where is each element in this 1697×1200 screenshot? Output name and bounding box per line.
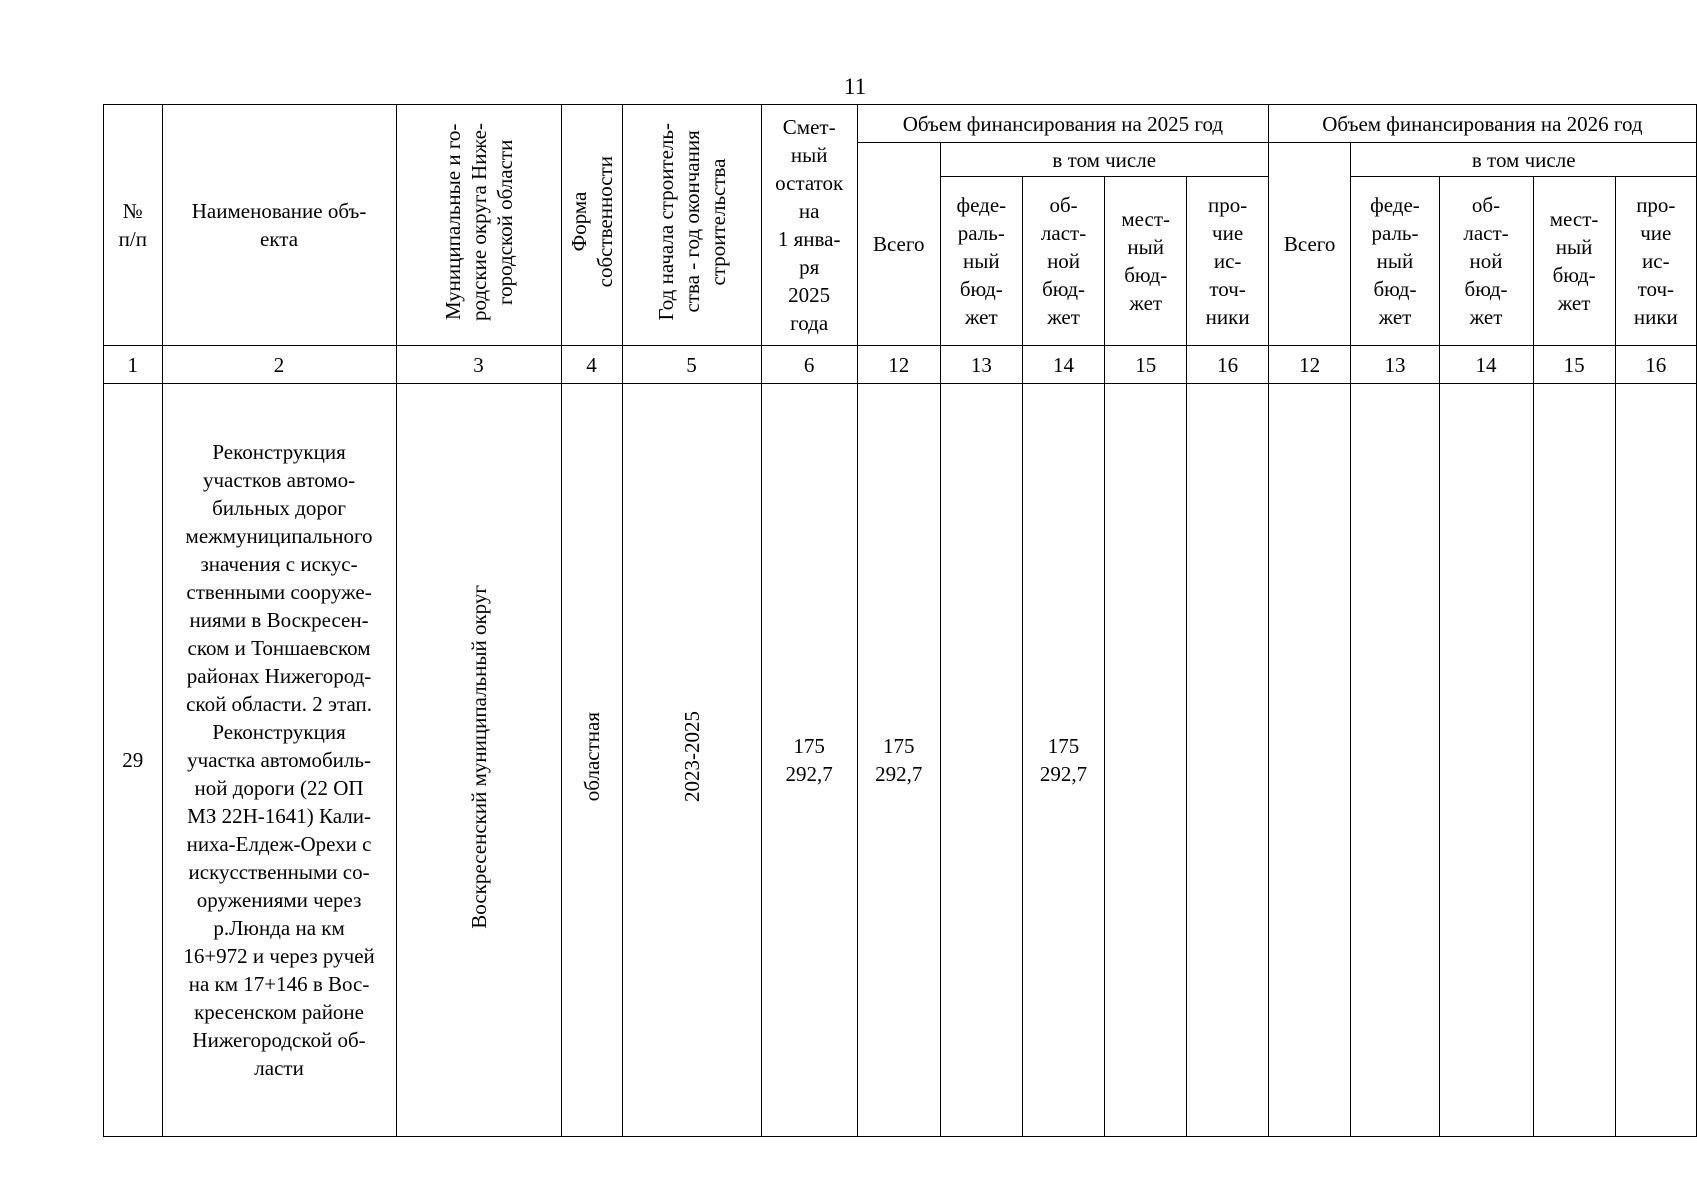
header-name: Наименование объ- екта (162, 105, 396, 346)
row-object-name: Реконструкция участков автомо- бильных дорог межмуниципального значения с искус- ственными сооруже- ниями в Воскресен- ском и Тоншаевском районах Нижегород- ской области. 2 этап. Реконструкция участка автомобиль- ной дороги (22 ОП МЗ 22Н-1641) Кали- ниха-Елдеж-Орехи с искусственными со- оружениями через р.Люнда на км 16+972 и через ручей на км 17+146 в Вос- кресенском районе Нижегородской об- ласти (162, 384, 396, 1137)
header-including-2026: в том числе (1351, 143, 1697, 177)
column-number: 5 (622, 346, 761, 384)
header-other-2025: про- чие ис- точ- ники (1187, 177, 1269, 346)
row-2026-other (1615, 384, 1696, 1137)
column-number: 4 (561, 346, 622, 384)
column-number: 6 (761, 346, 857, 384)
row-2025-other (1187, 384, 1269, 1137)
row-municipality: Воскресенский муниципальный округ (396, 384, 561, 1137)
header-years: Год начала строитель- ства - год окончания строительства (622, 105, 761, 346)
row-ownership: областная (561, 384, 622, 1137)
row-2026-regional (1439, 384, 1533, 1137)
column-number: 2 (162, 346, 396, 384)
column-number: 1 (104, 346, 163, 384)
header-regional-2025: об- ласт- ной бюд- жет (1023, 177, 1105, 346)
column-number: 15 (1105, 346, 1187, 384)
header-local-2026: мест- ный бюд- жет (1533, 177, 1615, 346)
row-years: 2023-2025 (622, 384, 761, 1137)
row-2025-total: 175 292,7 (857, 384, 940, 1137)
column-number: 14 (1023, 346, 1105, 384)
header-group-2026: Объем финансирования на 2026 год (1268, 105, 1696, 143)
header-ownership: Форма собственности (561, 105, 622, 346)
header-total-2026: Всего (1268, 143, 1351, 346)
header-including-2025: в том числе (940, 143, 1268, 177)
row-2025-regional: 175 292,7 (1023, 384, 1105, 1137)
column-number: 12 (1268, 346, 1351, 384)
table-row (104, 384, 1697, 1137)
column-number: 15 (1533, 346, 1615, 384)
header-num: № п/п (104, 105, 163, 346)
header-total-2025: Всего (857, 143, 940, 346)
header-regional-2026: об- ласт- ной бюд- жет (1439, 177, 1533, 346)
row-2026-total (1268, 384, 1351, 1137)
header-row-1 (104, 105, 1697, 143)
row-num: 29 (104, 384, 163, 1137)
row-2025-federal (940, 384, 1022, 1137)
column-number-row (104, 346, 1697, 384)
row-estimate: 175 292,7 (761, 384, 857, 1137)
header-local-2025: мест- ный бюд- жет (1105, 177, 1187, 346)
header-other-2026: про- чие ис- точ- ники (1615, 177, 1696, 346)
financing-table (103, 104, 1697, 1137)
column-number: 13 (940, 346, 1022, 384)
header-estimate: Смет- ный остаток на 1 янва- ря 2025 года (761, 105, 857, 346)
header-federal-2026: феде- раль- ный бюд- жет (1351, 177, 1439, 346)
column-number: 16 (1615, 346, 1696, 384)
column-number: 3 (396, 346, 561, 384)
column-number: 12 (857, 346, 940, 384)
row-2026-local (1533, 384, 1615, 1137)
header-group-2025: Объем финансирования на 2025 год (857, 105, 1268, 143)
row-2026-federal (1351, 384, 1439, 1137)
column-number: 14 (1439, 346, 1533, 384)
header-municipality: Муниципальные и го- родские округа Ниже- городской области (396, 105, 561, 346)
column-number: 13 (1351, 346, 1439, 384)
row-2025-local (1105, 384, 1187, 1137)
column-number: 16 (1187, 346, 1269, 384)
header-federal-2025: феде- раль- ный бюд- жет (940, 177, 1022, 346)
page-number: 11 (843, 74, 867, 99)
